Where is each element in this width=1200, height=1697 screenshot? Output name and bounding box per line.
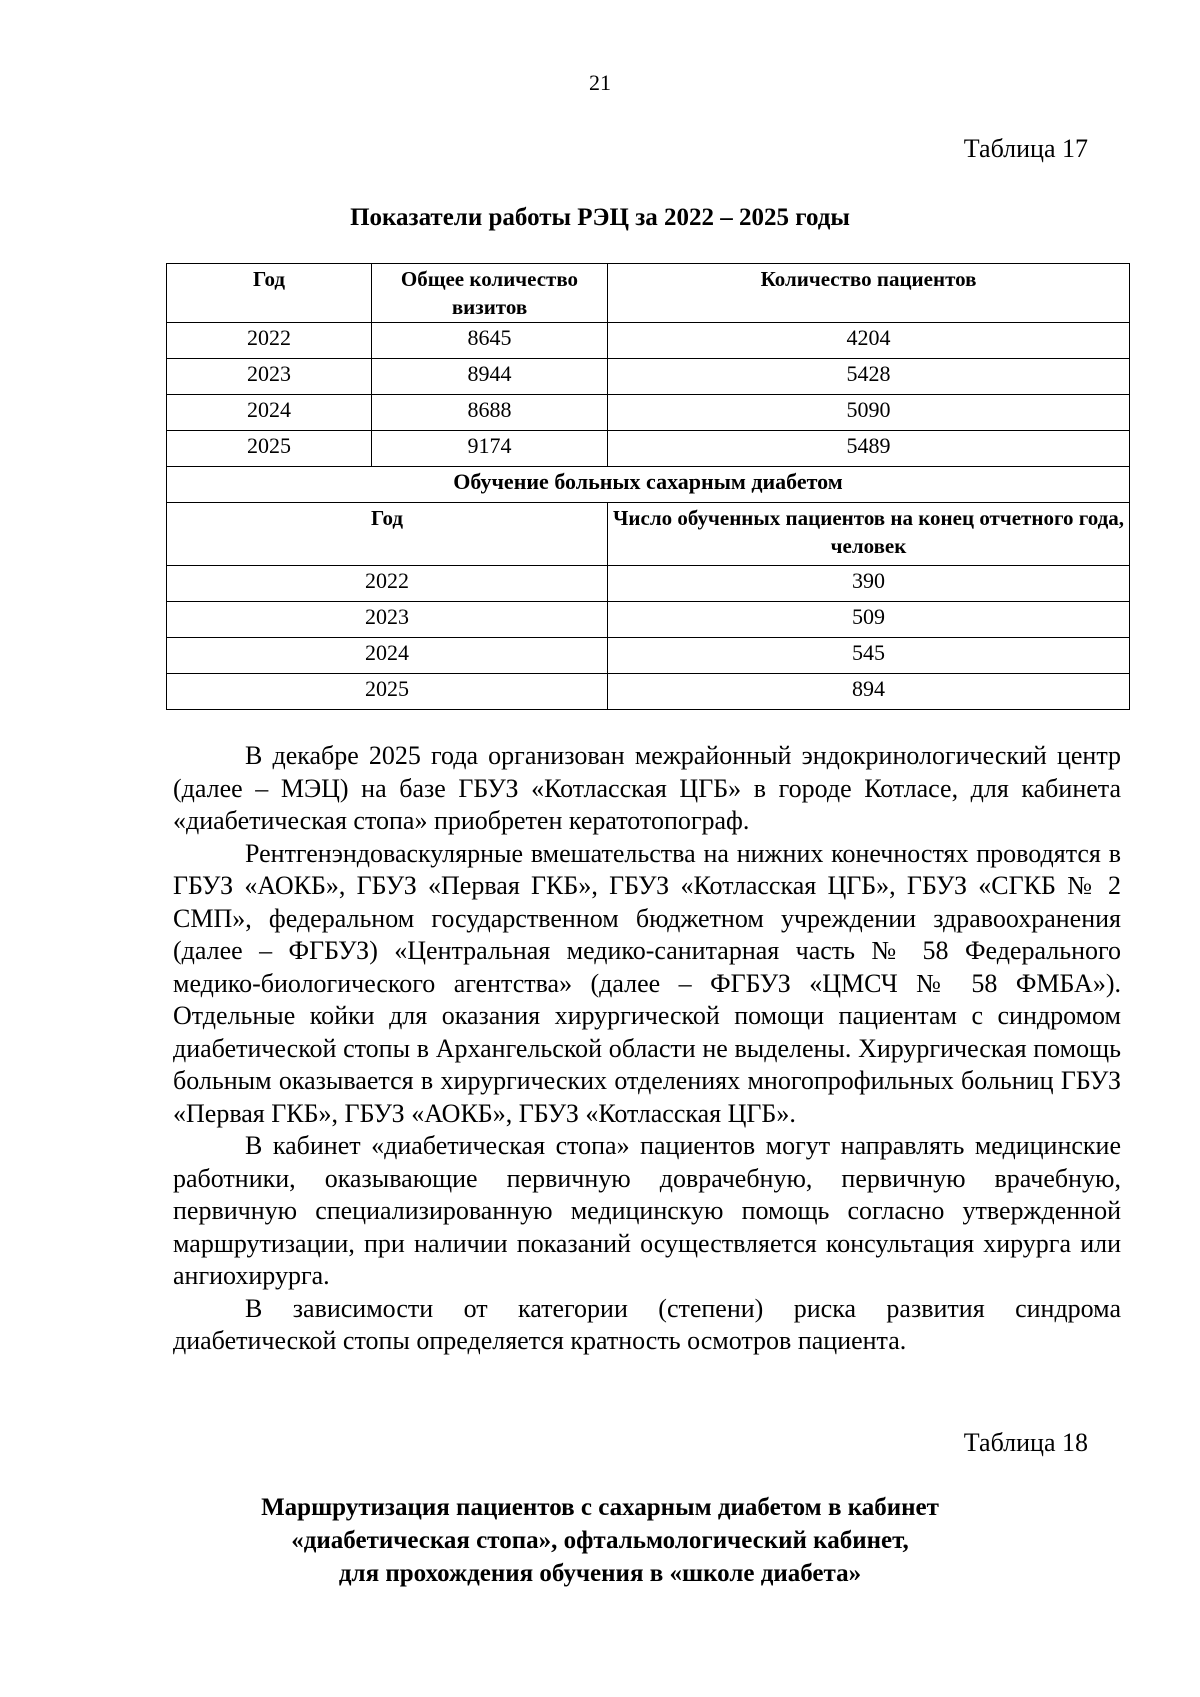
cell-year: 2023 — [167, 602, 608, 638]
table-18-title — [0, 1491, 1200, 1590]
table-17-title: Показатели работы РЭЦ за 2022 – 2025 годы — [350, 204, 850, 231]
cell-patients: 5489 — [608, 431, 1130, 467]
table-row — [167, 359, 1130, 395]
cell-visits: 8688 — [372, 395, 608, 431]
header-year: Год — [167, 264, 372, 323]
section-header-row — [167, 503, 1130, 566]
cell-year: 2022 — [167, 566, 608, 602]
cell-year: 2024 — [167, 395, 372, 431]
table-18-title-line: Маршрутизация пациентов с сахарным диабетом в кабинет — [261, 1494, 939, 1521]
cell-year: 2025 — [167, 431, 372, 467]
table-row — [167, 566, 1130, 602]
paragraph-interventions: Рентгенэндоваскулярные вмешательства на нижних конечностях проводятся в ГБУЗ «АОКБ», ГБУЗ «Первая ГКБ», ГБУЗ «Котласская ЦГБ», ГБУЗ «СГКБ № 2 СМП», федеральном государственном бюджетном учреждении здравоохранения (далее – ФГБУЗ) «Центральная медико-санитарная часть № 58 Федерального медико-биологического агентства» (далее – ФГБУЗ «ЦМСЧ № 58 ФМБА»). Отдельные койки для оказания хирургической помощи пациентам с синдромом диабетической стопы в Архангельской области не выделены. Хирургическая помощь больным оказывается в хирургических отделениях многопрофильных больниц ГБУЗ «Первая ГКБ», ГБУЗ «АОКБ», ГБУЗ «Котласская ЦГБ». — [173, 838, 1121, 1128]
table-18-title-line: для прохождения обучения в «школе диабета» — [338, 1560, 862, 1587]
section-title-row — [167, 467, 1130, 503]
cell-year: 2024 — [167, 638, 608, 674]
paragraph-mec: В декабре 2025 года организован межрайонный эндокринологический центр (далее – МЭЦ) на базе ГБУЗ «Котласская ЦГБ» в городе Котласе, для кабинета «диабетическая стопа» приобретен кератотопограф. — [173, 741, 1121, 835]
section-title: Обучение больных сахарным диабетом — [167, 467, 1130, 503]
section-header-trained: Число обученных пациентов на конец отчетного года, человек — [608, 503, 1130, 566]
table-row — [167, 638, 1130, 674]
cell-visits: 8645 — [372, 323, 608, 359]
cell-patients: 5090 — [608, 395, 1130, 431]
cell-year: 2023 — [167, 359, 372, 395]
cell-trained: 545 — [608, 638, 1130, 674]
cell-year: 2022 — [167, 323, 372, 359]
cell-visits: 9174 — [372, 431, 608, 467]
header-patient-count: Количество пациентов — [608, 264, 1130, 323]
page-number: 21 — [589, 70, 611, 95]
table-18-caption: Таблица 18 — [963, 1428, 1088, 1457]
paragraph-referral: В кабинет «диабетическая стопа» пациентов могут направлять медицинские работники, оказывающие первичную доврачебную, первичную врачебную, первичную специализированную медицинскую помощь согласно утвержденной маршрутизации, при наличии показаний осуществляется консультация хирурга или ангиохирурга. — [173, 1131, 1121, 1290]
table-row — [167, 431, 1130, 467]
cell-patients: 4204 — [608, 323, 1130, 359]
table-row — [167, 602, 1130, 638]
cell-trained: 390 — [608, 566, 1130, 602]
table-17 — [166, 263, 1130, 710]
paragraph-risk: В зависимости от категории (степени) риска развития синдрома диабетической стопы определяется кратность осмотров пациента. — [173, 1293, 1121, 1355]
cell-trained: 509 — [608, 602, 1130, 638]
table-18-title-line: «диабетическая стопа», офтальмологический кабинет, — [291, 1527, 909, 1554]
section-header-year: Год — [167, 503, 608, 566]
table-header-row — [167, 264, 1130, 323]
header-total-visits: Общее количество визитов — [372, 264, 608, 323]
body-text — [173, 740, 1121, 1358]
table-row — [167, 323, 1130, 359]
table-17-caption: Таблица 17 — [963, 134, 1088, 163]
cell-year: 2025 — [167, 674, 608, 710]
table-row — [167, 395, 1130, 431]
cell-patients: 5428 — [608, 359, 1130, 395]
cell-trained: 894 — [608, 674, 1130, 710]
table-row — [167, 674, 1130, 710]
cell-visits: 8944 — [372, 359, 608, 395]
